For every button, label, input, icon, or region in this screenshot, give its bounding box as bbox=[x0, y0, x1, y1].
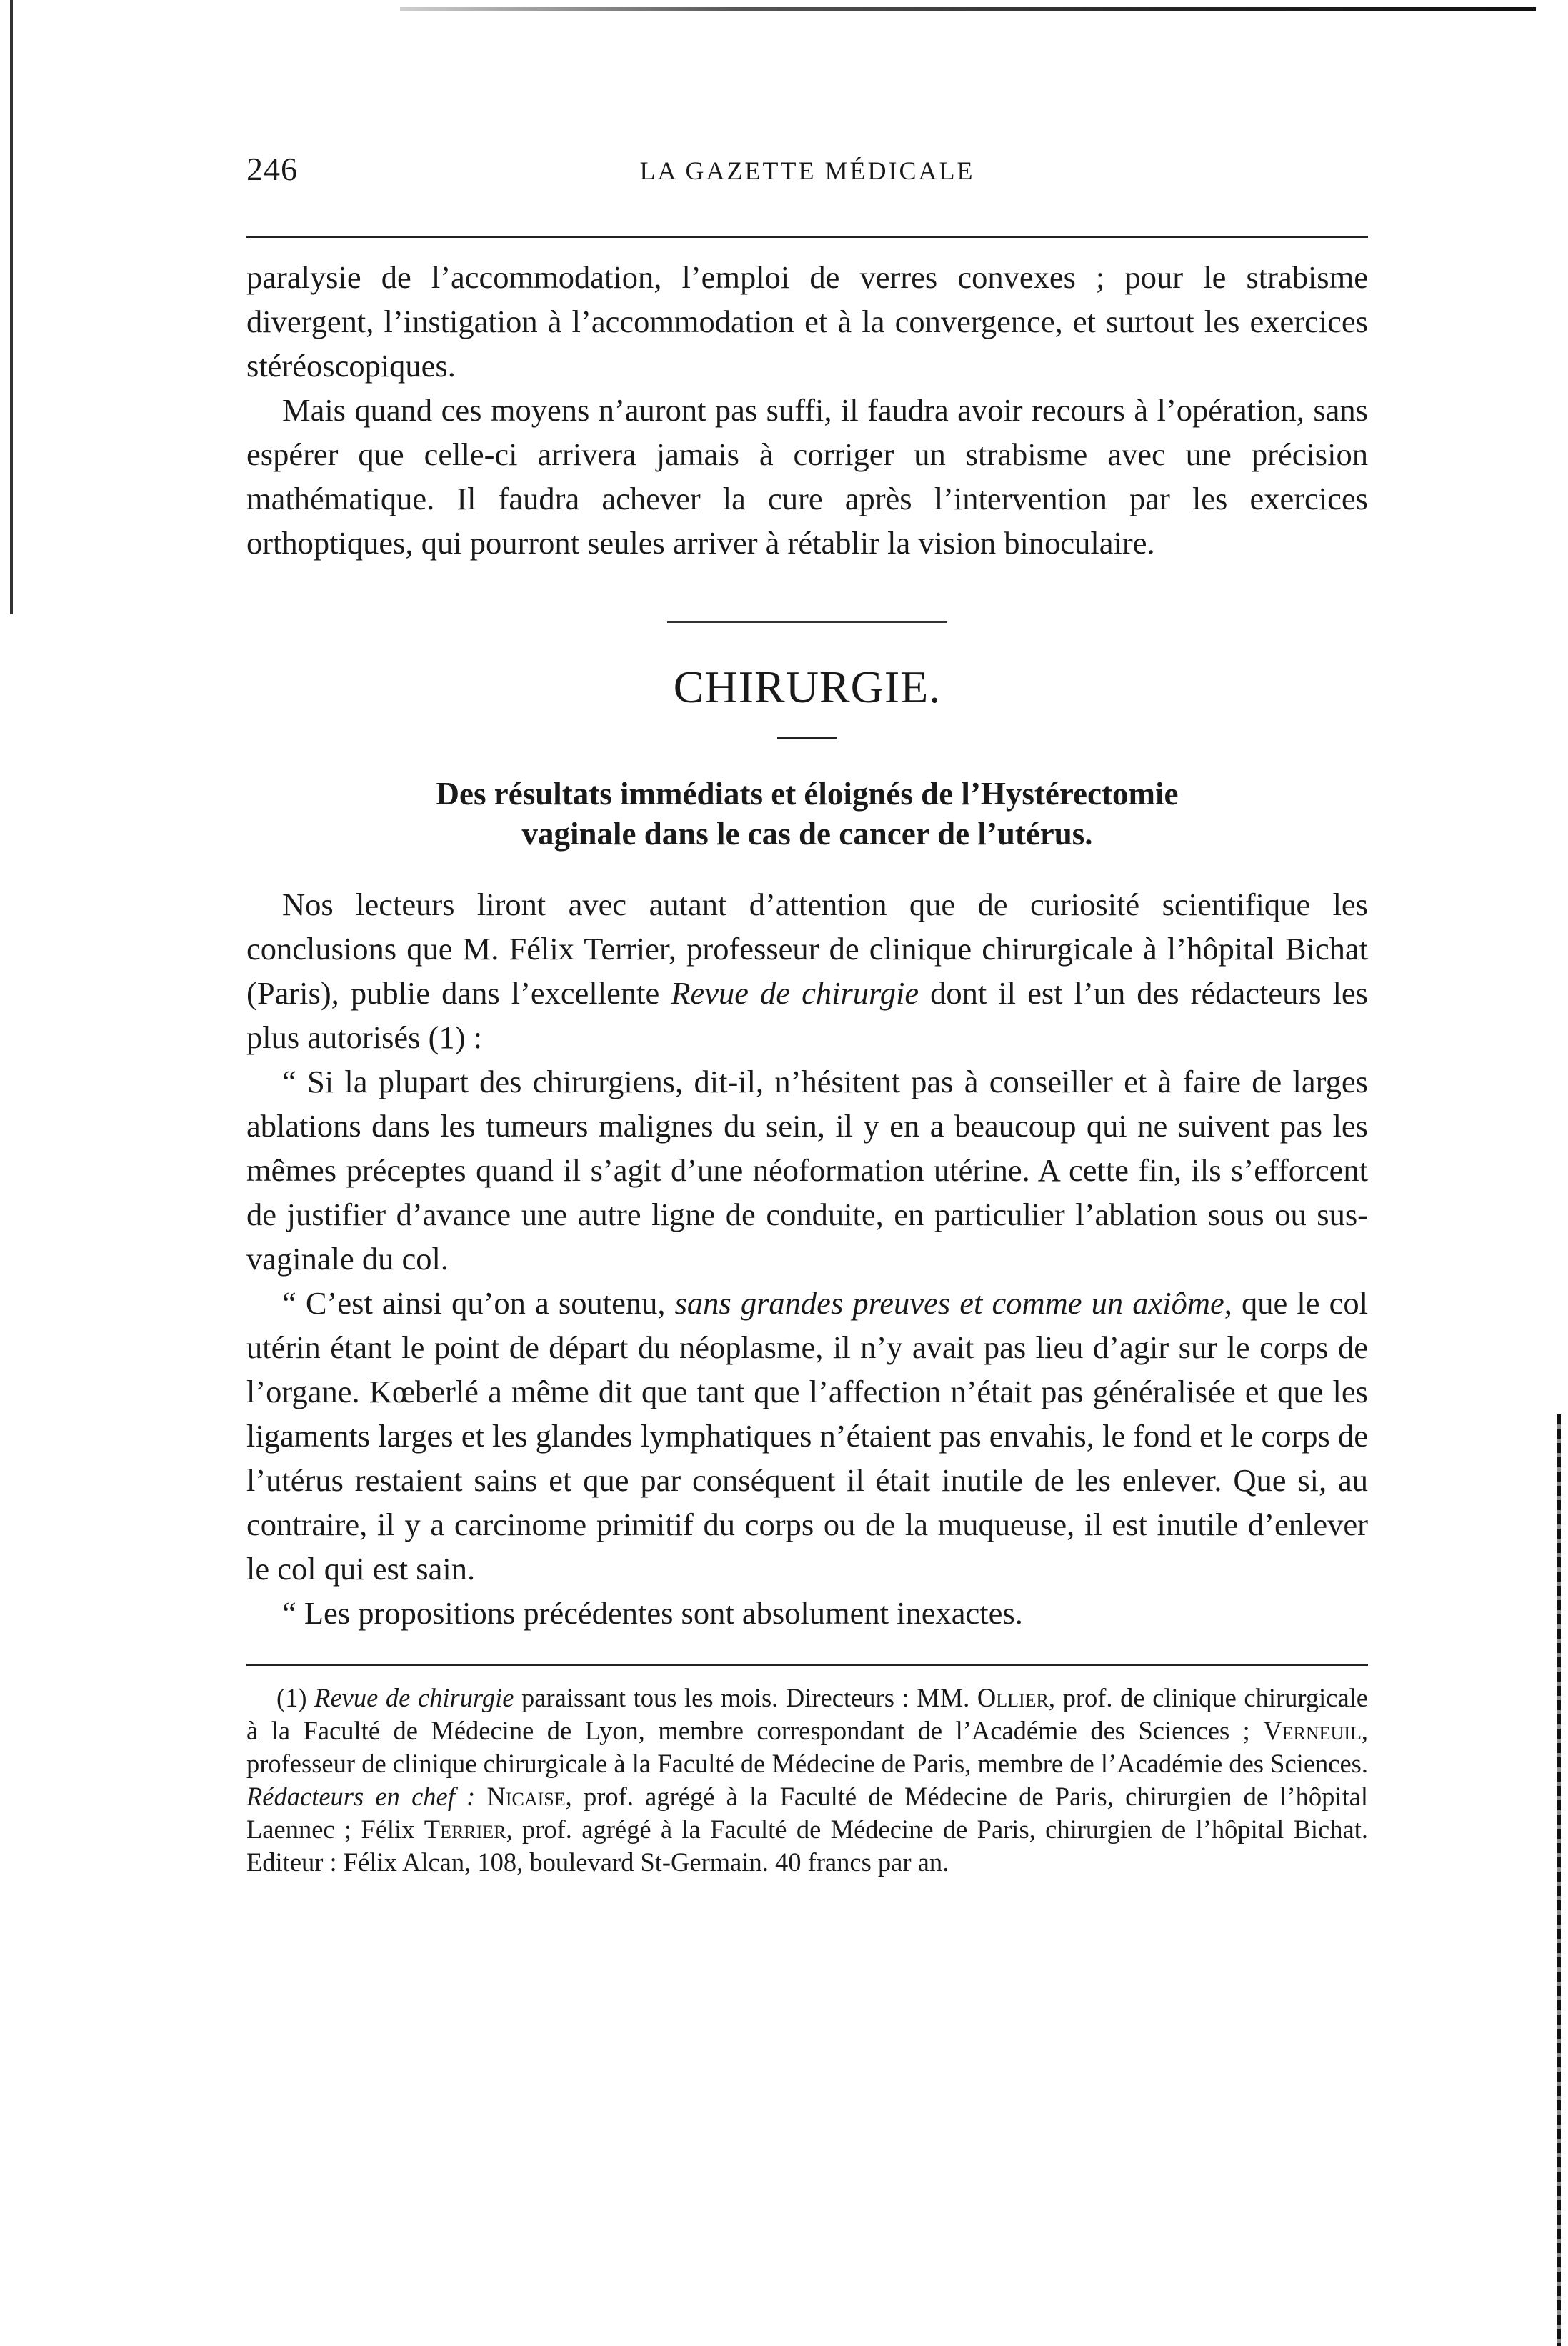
article-paragraph-4: “ Les propositions précédentes sont absolument inexactes. bbox=[282, 1595, 1023, 1631]
scan-edge-left bbox=[10, 0, 13, 614]
footnote-text-5: , prof. agrégé à la Faculté de Médecine de Paris, chirurgien de l’hôpital Laennec ; Félix bbox=[246, 1782, 1369, 1844]
opening-paragraph-1: paralysie de l’accommodation, l’emploi de verres convexes ; pour le strabisme divergent, l’instigation à l’accommodation et à la convergence, et surtout les exercices stéréoscopiques. bbox=[246, 259, 1368, 384]
footnote-name-verneuil: Verneuil bbox=[1263, 1716, 1362, 1745]
footnote-text-4 bbox=[475, 1782, 486, 1811]
footnote-journal: Revue de chirurgie bbox=[314, 1683, 514, 1712]
footnote bbox=[246, 1682, 1368, 1879]
scan-edge-right bbox=[1557, 1414, 1561, 2346]
footnote-name-ollier: Ollier bbox=[977, 1683, 1049, 1712]
article-title bbox=[246, 774, 1368, 854]
section-title: CHIRURGIE. bbox=[673, 662, 942, 712]
section-separator-rule bbox=[667, 621, 947, 623]
page-number: 246 bbox=[246, 151, 298, 187]
article-title-line-1: Des résultats immédiats et éloignés de l’Hystérectomie bbox=[436, 776, 1179, 812]
article-paragraph-3-text-b: , que le col utérin étant le point de départ du néoplasme, il n’y avait pas lieu d’agir sur le corps de l’organe. Kœberlé a même dit que tant que l’affection n’était pas généralisée et que les ligaments larges et les glandes lymphatiques n’étaient pas envahis, le fond et le corps de l’utérus restaient sains et que par conséquent il était inutile de les enlever. Que si, au contraire, il y a carcinome primitif du corps ou de la muqueuse, il est inutile d’enlever le col qui est sain. bbox=[246, 1285, 1368, 1587]
running-head bbox=[246, 150, 1368, 207]
footnote-text-2: , prof. de clinique chirurgicale à la Faculté de Médecine de Lyon, membre correspondant de l’Académie des Sciences ; bbox=[246, 1683, 1368, 1745]
running-title: LA GAZETTE MÉDICALE bbox=[639, 156, 975, 185]
article-paragraph-3-text-a: “ C’est ainsi qu’on a soutenu, bbox=[282, 1285, 675, 1321]
footnote-text-3: , professeur de clinique chirurgicale à la Faculté de Médecine de Paris, membre de l’Académie des Sciences. bbox=[246, 1716, 1368, 1778]
header-rule bbox=[246, 236, 1368, 238]
article-paragraph-1-text-b: dont il est l’un des rédacteurs les plus autorisés (1) : bbox=[246, 975, 1368, 1055]
footnote-name-nicaise: Nicaise bbox=[486, 1782, 566, 1811]
document-page bbox=[246, 150, 1368, 1879]
article-paragraph-1-journal: Revue de chirurgie bbox=[671, 975, 919, 1011]
article-paragraph-1-text-a: Nos lecteurs liront avec autant d’attention que de curiosité scientifique les conclusions que M. Félix Terrier, professeur de clinique chirurgicale à l’hôpital Bichat (Paris), publie dans l’excellente bbox=[246, 887, 1368, 1011]
opening-paragraph-2: Mais quand ces moyens n’auront pas suffi, il faudra avoir recours à l’opération, sans espérer que celle-ci arrivera jamais à corriger un strabisme avec une précision mathématique. Il faudra achever la cure après l’intervention par les exercices orthoptiques, qui pourront seules arriver à rétablir la vision binoculaire. bbox=[246, 392, 1368, 561]
footnote-text-1: paraissant tous les mois. Directeurs : MM. bbox=[514, 1683, 977, 1712]
footnote-name-terrier: Terrier bbox=[424, 1815, 506, 1844]
section-title-rule bbox=[777, 737, 837, 739]
footnote-editors-label: Rédacteurs en chef : bbox=[246, 1782, 476, 1811]
article-paragraph-2: “ Si la plupart des chirurgiens, dit-il, n’hésitent pas à conseiller et à faire de larges ablations dans les tumeurs malignes du sein, il y en a beaucoup qui ne suivent pas les mêmes préceptes quand il s’agit d’une néoformation utérine. A cette fin, ils s’efforcent de justifier d’avance une autre ligne de conduite, en particulier l’ablation sous ou sus-vaginale du col. bbox=[246, 1064, 1368, 1277]
scan-edge-top bbox=[400, 7, 1536, 11]
article-title-line-2: vaginale dans le cas de cancer de l’utérus. bbox=[521, 816, 1093, 852]
footnote-text-6: , prof. agrégé à la Faculté de Médecine de Paris, chirurgien de l’hôpital Bichat. Editeur : Félix Alcan, 108, boulevard St-Germain. 40 francs par an. bbox=[246, 1815, 1368, 1877]
article-paragraph-3 bbox=[246, 1281, 1368, 1591]
article-paragraph-1 bbox=[246, 882, 1368, 1059]
footnote-marker: (1) bbox=[276, 1683, 315, 1712]
article-paragraph-3-emphasis: sans grandes preuves et comme un axiôme bbox=[674, 1285, 1224, 1321]
footnote-rule bbox=[246, 1664, 1368, 1666]
